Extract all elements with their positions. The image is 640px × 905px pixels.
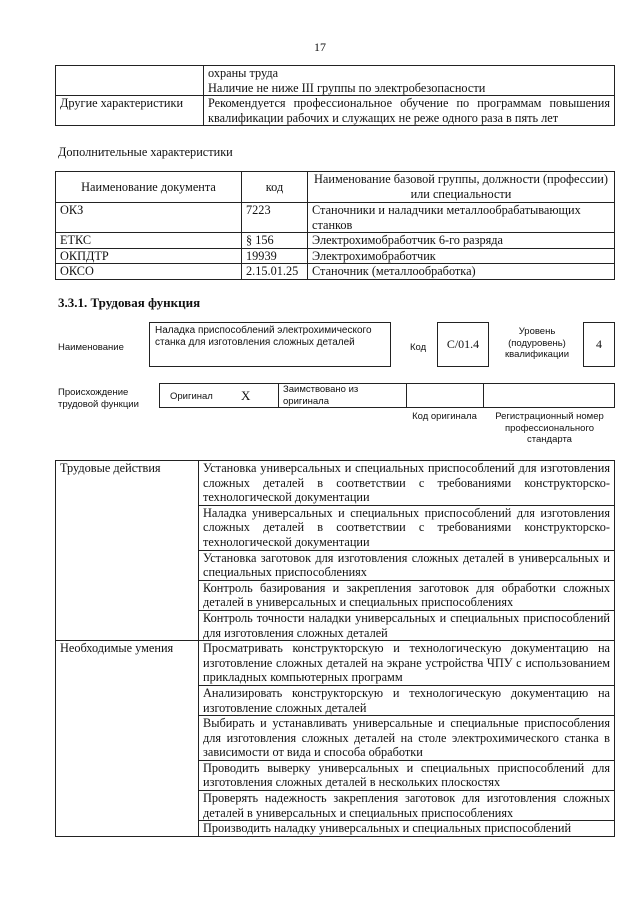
divider [278, 383, 279, 408]
name-label: Наименование [58, 342, 124, 353]
list-item: Выбирать и устанавливать универсальные и специальные приспособления для изготовления сложных деталей на столе электрохимического станка в зависимости от вида и способа обработки [199, 716, 615, 761]
table-row [56, 641, 615, 686]
additional-title: Дополнительные характеристики [58, 145, 233, 159]
list-item: Контроль точности наладки универсальных и специальных приспособлений для изготовления сложных деталей [199, 610, 615, 640]
header-doc: Наименование документа [56, 172, 242, 203]
cell-code: 2.15.01.25 [242, 264, 308, 280]
list-item: Производить наладку универсальных и специальных приспособлений [199, 821, 615, 837]
row-line: Наличие не ниже III группы по электробезопасности [208, 80, 486, 95]
cell-doc: ОКЗ [56, 203, 242, 233]
table-row [56, 248, 615, 264]
main-table [55, 460, 615, 837]
list-item: Проводить выверку универсальных и специальных приспособлений для изготовления сложных деталей в нескольких плоскостях [199, 760, 615, 790]
original-mark: X [241, 388, 251, 403]
function-name-box [149, 322, 391, 367]
code-box [437, 322, 489, 367]
table-row [56, 461, 615, 506]
divider [483, 383, 484, 408]
cell-name: Электрохимобработчик [308, 248, 615, 264]
header-code: код [242, 172, 308, 203]
main-table-clip [55, 460, 615, 905]
divider [406, 383, 407, 408]
list-item: Установка универсальных и специальных приспособлений для изготовления сложных деталей в соответствии с требованиями конструкторско-технологической документации [199, 461, 615, 506]
header-name: Наименование базовой группы, должности (профессии) или специальности [308, 172, 615, 203]
additional-table [55, 171, 615, 280]
table-row [56, 66, 615, 96]
origin-label: Происхождение трудовой функции [58, 387, 139, 410]
list-item: Наладка универсальных и специальных приспособлений для изготовления сложных деталей в соответствии с требованиями конструкторско-технологической документации [199, 505, 615, 550]
qualification-level: 4 [596, 337, 602, 351]
cell-doc: ЕТКС [56, 233, 242, 249]
row-label [56, 66, 204, 96]
row-label: Трудовые действия [56, 461, 199, 641]
cell-code: 19939 [242, 248, 308, 264]
cell-name: Станочники и наладчики металлообрабатывающих станков [308, 203, 615, 233]
original-label: Оригинал [170, 391, 213, 402]
table-row [56, 203, 615, 233]
list-item: Установка заготовок для изготовления сложных деталей в универсальных и специальных приспособлениях [199, 550, 615, 580]
row-content [204, 66, 615, 96]
row-label: Необходимые умения [56, 641, 199, 837]
row-label: Другие характеристики [56, 96, 204, 126]
list-item: Контроль базирования и закрепления заготовок для обработки сложных деталей в универсальных и специальных приспособлениях [199, 580, 615, 610]
table-row [56, 233, 615, 249]
section-title: 3.3.1. Трудовая функция [58, 295, 201, 310]
borrowed-label: Заимствовано из оригинала [283, 384, 359, 407]
list-item: Просматривать конструкторскую и технологическую документацию на изготовление сложных деталей на экране устройства ЧПУ с использованием прикладных компьютерных программ [199, 641, 615, 686]
list-item: Анализировать конструкторскую и технологическую документацию на изготовление сложных деталей [199, 685, 615, 715]
code-label: Код [410, 342, 427, 353]
code-caption: Код оригинала [412, 411, 477, 422]
function-name: Наладка приспособлений электрохимического станка для изготовления сложных деталей [155, 325, 372, 348]
cell-name: Станочник (металлообработка) [308, 264, 615, 280]
cell-doc: ОКПДТР [56, 248, 242, 264]
function-code: С/01.4 [446, 337, 480, 351]
cell-code: 7223 [242, 203, 308, 233]
level-label: Уровень (подуровень) квалификации [504, 326, 570, 360]
list-item: Проверять надежность закрепления заготовок для изготовления сложных деталей в универсальных и специальных приспособлениях [199, 791, 615, 821]
table-header-row [56, 172, 615, 203]
cell-code: § 156 [242, 233, 308, 249]
row-content: Рекомендуется профессиональное обучение по программам повышения квалификации рабочих и служащих не реже одного раза в пять лет [204, 96, 615, 126]
cell-name: Электрохимобработчик 6-го разряда [308, 233, 615, 249]
row-line: охраны труда [208, 66, 279, 80]
page-number: 17 [314, 40, 326, 54]
level-box [583, 322, 615, 367]
cell-doc: ОКСО [56, 264, 242, 280]
top-table [55, 65, 615, 126]
table-row [56, 264, 615, 280]
table-row [56, 96, 615, 126]
reg-caption: Регистрационный номер профессионального стандарта [495, 411, 604, 445]
